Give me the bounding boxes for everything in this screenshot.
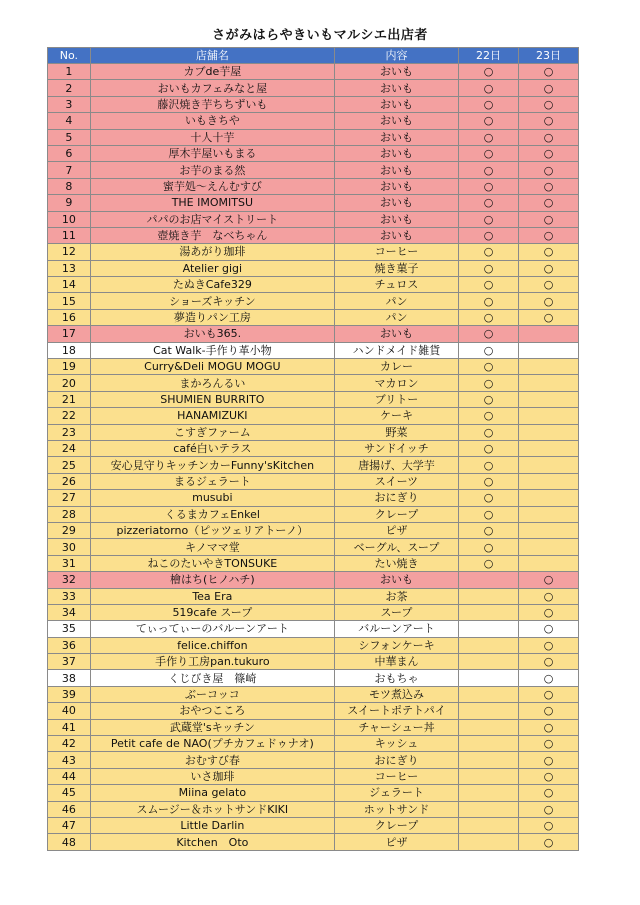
cell-day-23: ○ <box>519 145 579 161</box>
cell-day-23: ○ <box>519 260 579 276</box>
cell-shop-name: Cat Walk-手作り革小物 <box>90 342 334 358</box>
table-row <box>48 522 579 538</box>
cell-no: 31 <box>48 555 91 571</box>
cell-shop-name: musubi <box>90 490 334 506</box>
cell-content: おいも <box>334 145 458 161</box>
cell-day-23 <box>519 342 579 358</box>
cell-day-22: ○ <box>459 178 519 194</box>
table-row <box>48 277 579 293</box>
cell-no: 20 <box>48 375 91 391</box>
cell-no: 16 <box>48 309 91 325</box>
cell-no: 43 <box>48 752 91 768</box>
cell-no: 19 <box>48 359 91 375</box>
cell-content: おいも <box>334 227 458 243</box>
cell-day-22: ○ <box>459 342 519 358</box>
cell-shop-name: いもきちや <box>90 113 334 129</box>
table-row <box>48 490 579 506</box>
cell-day-23: ○ <box>519 686 579 702</box>
cell-shop-name: お芋のまる然 <box>90 162 334 178</box>
table-row <box>48 80 579 96</box>
cell-shop-name: おいも365. <box>90 326 334 342</box>
cell-day-23: ○ <box>519 244 579 260</box>
table-row <box>48 260 579 276</box>
cell-content: おいも <box>334 326 458 342</box>
cell-day-22 <box>459 719 519 735</box>
cell-day-22: ○ <box>459 359 519 375</box>
cell-content: 唐揚げ、大学芋 <box>334 457 458 473</box>
cell-shop-name: 十人十芋 <box>90 129 334 145</box>
cell-shop-name: 蜜芋処～えんむすび <box>90 178 334 194</box>
cell-day-23 <box>519 375 579 391</box>
cell-shop-name: スムージー＆ホットサンドKIKI <box>90 801 334 817</box>
cell-no: 39 <box>48 686 91 702</box>
cell-day-23: ○ <box>519 195 579 211</box>
cell-day-22: ○ <box>459 162 519 178</box>
cell-shop-name: まるジェラート <box>90 473 334 489</box>
table-row <box>48 670 579 686</box>
cell-day-23: ○ <box>519 785 579 801</box>
cell-day-22: ○ <box>459 293 519 309</box>
table-row <box>48 195 579 211</box>
cell-day-23 <box>519 490 579 506</box>
cell-day-22 <box>459 817 519 833</box>
cell-content: クレープ <box>334 506 458 522</box>
cell-shop-name: ショーズキッチン <box>90 293 334 309</box>
cell-content: サンドイッチ <box>334 440 458 456</box>
table-row <box>48 572 579 588</box>
cell-day-22 <box>459 588 519 604</box>
cell-content: ジェラート <box>334 785 458 801</box>
cell-content: チュロス <box>334 277 458 293</box>
cell-no: 10 <box>48 211 91 227</box>
cell-no: 11 <box>48 227 91 243</box>
cell-shop-name: café白いテラス <box>90 440 334 456</box>
cell-no: 47 <box>48 817 91 833</box>
cell-shop-name: キノママ堂 <box>90 539 334 555</box>
cell-day-23 <box>519 457 579 473</box>
cell-no: 41 <box>48 719 91 735</box>
cell-no: 36 <box>48 637 91 653</box>
cell-content: ケーキ <box>334 408 458 424</box>
table-row <box>48 440 579 456</box>
cell-day-23 <box>519 506 579 522</box>
cell-day-23 <box>519 522 579 538</box>
table-row <box>48 211 579 227</box>
cell-shop-name: SHUMIEN BURRITO <box>90 391 334 407</box>
header-day-23: 23日 <box>519 48 579 64</box>
cell-day-22: ○ <box>459 408 519 424</box>
cell-shop-name: Petit cafe de NAO(プチカフェドゥナオ) <box>90 736 334 752</box>
cell-day-23 <box>519 359 579 375</box>
cell-no: 15 <box>48 293 91 309</box>
table-row <box>48 506 579 522</box>
table-row <box>48 326 579 342</box>
cell-shop-name: THE IMOMITSU <box>90 195 334 211</box>
cell-day-22: ○ <box>459 244 519 260</box>
cell-no: 33 <box>48 588 91 604</box>
cell-content: ハンドメイド雑貨 <box>334 342 458 358</box>
cell-shop-name: おむすび春 <box>90 752 334 768</box>
cell-day-23: ○ <box>519 80 579 96</box>
table-row <box>48 293 579 309</box>
cell-no: 27 <box>48 490 91 506</box>
table-row <box>48 96 579 112</box>
cell-day-22: ○ <box>459 227 519 243</box>
cell-shop-name: 湯あがり珈琲 <box>90 244 334 260</box>
cell-day-22 <box>459 621 519 637</box>
cell-day-23: ○ <box>519 277 579 293</box>
cell-no: 13 <box>48 260 91 276</box>
cell-day-23: ○ <box>519 162 579 178</box>
cell-day-22: ○ <box>459 64 519 80</box>
cell-no: 4 <box>48 113 91 129</box>
cell-day-22 <box>459 670 519 686</box>
table-row <box>48 604 579 620</box>
table-row <box>48 637 579 653</box>
cell-day-22 <box>459 572 519 588</box>
table-row <box>48 555 579 571</box>
cell-day-22 <box>459 637 519 653</box>
cell-shop-name: ぶーコッコ <box>90 686 334 702</box>
cell-no: 2 <box>48 80 91 96</box>
cell-day-23: ○ <box>519 227 579 243</box>
table-row <box>48 408 579 424</box>
cell-day-23: ○ <box>519 96 579 112</box>
table-row <box>48 145 579 161</box>
table-row <box>48 801 579 817</box>
cell-day-22: ○ <box>459 309 519 325</box>
cell-no: 22 <box>48 408 91 424</box>
cell-shop-name: Atelier gigi <box>90 260 334 276</box>
cell-day-23: ○ <box>519 752 579 768</box>
header-content: 内容 <box>334 48 458 64</box>
cell-day-23: ○ <box>519 64 579 80</box>
cell-content: ブリトー <box>334 391 458 407</box>
table-row <box>48 686 579 702</box>
cell-day-22 <box>459 604 519 620</box>
cell-content: おいも <box>334 129 458 145</box>
cell-shop-name: まかろんるい <box>90 375 334 391</box>
table-row <box>48 227 579 243</box>
cell-content: おにぎり <box>334 490 458 506</box>
cell-no: 46 <box>48 801 91 817</box>
cell-shop-name: 519cafe スープ <box>90 604 334 620</box>
cell-day-22: ○ <box>459 96 519 112</box>
cell-day-22: ○ <box>459 457 519 473</box>
table-row <box>48 359 579 375</box>
cell-day-23: ○ <box>519 801 579 817</box>
table-row <box>48 768 579 784</box>
cell-no: 35 <box>48 621 91 637</box>
cell-day-22 <box>459 768 519 784</box>
cell-day-23 <box>519 326 579 342</box>
cell-day-22: ○ <box>459 490 519 506</box>
table-row <box>48 309 579 325</box>
cell-content: ベーグル、スープ <box>334 539 458 555</box>
cell-day-23: ○ <box>519 654 579 670</box>
cell-no: 17 <box>48 326 91 342</box>
cell-day-23: ○ <box>519 178 579 194</box>
cell-shop-name: 檜はち(ヒノハチ) <box>90 572 334 588</box>
cell-no: 44 <box>48 768 91 784</box>
cell-no: 5 <box>48 129 91 145</box>
cell-shop-name: 安心見守りキッチンカーFunny'sKitchen <box>90 457 334 473</box>
cell-content: スイートポテトパイ <box>334 703 458 719</box>
table-row <box>48 752 579 768</box>
cell-content: 焼き菓子 <box>334 260 458 276</box>
cell-shop-name: Kitchen Oto <box>90 834 334 850</box>
cell-shop-name: Miina gelato <box>90 785 334 801</box>
cell-day-23: ○ <box>519 309 579 325</box>
cell-day-23: ○ <box>519 129 579 145</box>
cell-day-23: ○ <box>519 211 579 227</box>
cell-day-23 <box>519 424 579 440</box>
cell-content: チャーシュー丼 <box>334 719 458 735</box>
cell-shop-name: pizzeriatorno（ピッツェリアトーノ） <box>90 522 334 538</box>
cell-no: 42 <box>48 736 91 752</box>
cell-no: 6 <box>48 145 91 161</box>
cell-no: 26 <box>48 473 91 489</box>
cell-no: 45 <box>48 785 91 801</box>
cell-content: おいも <box>334 113 458 129</box>
cell-day-23: ○ <box>519 768 579 784</box>
cell-shop-name: てぃってぃーのバルーンアート <box>90 621 334 637</box>
cell-no: 25 <box>48 457 91 473</box>
cell-day-23 <box>519 539 579 555</box>
table-row <box>48 375 579 391</box>
cell-no: 34 <box>48 604 91 620</box>
table-header <box>48 48 579 64</box>
cell-content: おいも <box>334 195 458 211</box>
cell-no: 9 <box>48 195 91 211</box>
cell-shop-name: いさ珈琲 <box>90 768 334 784</box>
cell-day-22 <box>459 752 519 768</box>
page-title: さがみはらやきいもマルシエ出店者 <box>212 28 428 43</box>
table-body <box>48 64 579 851</box>
cell-shop-name: Curry&Deli MOGU MOGU <box>90 359 334 375</box>
cell-day-22: ○ <box>459 80 519 96</box>
cell-day-22: ○ <box>459 326 519 342</box>
table-row <box>48 703 579 719</box>
cell-day-23: ○ <box>519 670 579 686</box>
cell-day-23: ○ <box>519 703 579 719</box>
table-row <box>48 736 579 752</box>
cell-no: 48 <box>48 834 91 850</box>
cell-day-22: ○ <box>459 440 519 456</box>
cell-content: カレー <box>334 359 458 375</box>
cell-content: ピザ <box>334 834 458 850</box>
cell-content: スイーツ <box>334 473 458 489</box>
cell-day-23 <box>519 408 579 424</box>
cell-content: ピザ <box>334 522 458 538</box>
table-row <box>48 178 579 194</box>
cell-content: おもちゃ <box>334 670 458 686</box>
cell-shop-name: くじびき屋 篠崎 <box>90 670 334 686</box>
cell-day-23: ○ <box>519 817 579 833</box>
table-row <box>48 834 579 850</box>
cell-no: 40 <box>48 703 91 719</box>
cell-day-22 <box>459 801 519 817</box>
cell-shop-name: 壺焼き芋 なべちゃん <box>90 227 334 243</box>
cell-day-22 <box>459 785 519 801</box>
cell-day-22: ○ <box>459 391 519 407</box>
cell-content: コーヒー <box>334 768 458 784</box>
cell-shop-name: 厚木芋屋いもまる <box>90 145 334 161</box>
cell-day-22: ○ <box>459 277 519 293</box>
cell-no: 18 <box>48 342 91 358</box>
header-day-22: 22日 <box>459 48 519 64</box>
cell-no: 32 <box>48 572 91 588</box>
cell-shop-name: felice.chiffon <box>90 637 334 653</box>
cell-day-22 <box>459 736 519 752</box>
cell-day-23 <box>519 473 579 489</box>
cell-no: 3 <box>48 96 91 112</box>
cell-shop-name: Tea Era <box>90 588 334 604</box>
table-row <box>48 621 579 637</box>
cell-content: おにぎり <box>334 752 458 768</box>
cell-no: 8 <box>48 178 91 194</box>
cell-no: 29 <box>48 522 91 538</box>
cell-day-23: ○ <box>519 604 579 620</box>
cell-shop-name: たぬきCafe329 <box>90 277 334 293</box>
cell-no: 28 <box>48 506 91 522</box>
cell-day-22 <box>459 703 519 719</box>
cell-content: コーヒー <box>334 244 458 260</box>
cell-content: おいも <box>334 80 458 96</box>
cell-content: おいも <box>334 96 458 112</box>
cell-day-23: ○ <box>519 736 579 752</box>
cell-content: マカロン <box>334 375 458 391</box>
vendor-table <box>47 47 579 851</box>
cell-content: 野菜 <box>334 424 458 440</box>
cell-no: 23 <box>48 424 91 440</box>
cell-day-22: ○ <box>459 113 519 129</box>
cell-day-23 <box>519 555 579 571</box>
cell-day-23 <box>519 440 579 456</box>
table-row <box>48 817 579 833</box>
cell-content: シフォンケーキ <box>334 637 458 653</box>
table-row <box>48 719 579 735</box>
cell-day-22: ○ <box>459 539 519 555</box>
cell-content: モツ煮込み <box>334 686 458 702</box>
header-row <box>48 48 579 64</box>
cell-shop-name: 武蔵堂'sキッチン <box>90 719 334 735</box>
cell-day-22: ○ <box>459 424 519 440</box>
cell-content: スープ <box>334 604 458 620</box>
cell-no: 1 <box>48 64 91 80</box>
cell-no: 7 <box>48 162 91 178</box>
cell-day-22: ○ <box>459 195 519 211</box>
cell-content: パン <box>334 309 458 325</box>
cell-shop-name: ねこのたいやきTONSUKE <box>90 555 334 571</box>
cell-day-22: ○ <box>459 555 519 571</box>
cell-shop-name: おやつこころ <box>90 703 334 719</box>
cell-content: パン <box>334 293 458 309</box>
table-row <box>48 457 579 473</box>
table-row <box>48 391 579 407</box>
cell-shop-name: 手作り工房pan.tukuro <box>90 654 334 670</box>
cell-no: 37 <box>48 654 91 670</box>
cell-day-22 <box>459 686 519 702</box>
cell-day-22: ○ <box>459 473 519 489</box>
cell-shop-name: おいもカフェみなと屋 <box>90 80 334 96</box>
cell-content: お茶 <box>334 588 458 604</box>
cell-day-23: ○ <box>519 113 579 129</box>
cell-day-22: ○ <box>459 129 519 145</box>
cell-no: 24 <box>48 440 91 456</box>
cell-day-22: ○ <box>459 506 519 522</box>
cell-day-23: ○ <box>519 719 579 735</box>
cell-no: 14 <box>48 277 91 293</box>
header-no: No. <box>48 48 91 64</box>
table-row <box>48 342 579 358</box>
table-row <box>48 785 579 801</box>
cell-day-22 <box>459 654 519 670</box>
cell-no: 38 <box>48 670 91 686</box>
cell-no: 21 <box>48 391 91 407</box>
cell-content: クレープ <box>334 817 458 833</box>
table-row <box>48 64 579 80</box>
cell-content: おいも <box>334 64 458 80</box>
cell-shop-name: パパのお店マイストリート <box>90 211 334 227</box>
cell-shop-name: 夢造りパン工房 <box>90 309 334 325</box>
cell-day-23: ○ <box>519 637 579 653</box>
cell-shop-name: くるまカフェEnkel <box>90 506 334 522</box>
cell-shop-name: HANAMIZUKI <box>90 408 334 424</box>
cell-day-22: ○ <box>459 145 519 161</box>
table-row <box>48 424 579 440</box>
cell-shop-name: カブde芋屋 <box>90 64 334 80</box>
cell-day-22: ○ <box>459 375 519 391</box>
cell-content: バルーンアート <box>334 621 458 637</box>
cell-day-22 <box>459 834 519 850</box>
cell-day-22: ○ <box>459 211 519 227</box>
table-row <box>48 162 579 178</box>
cell-no: 12 <box>48 244 91 260</box>
cell-content: おいも <box>334 162 458 178</box>
cell-day-22: ○ <box>459 522 519 538</box>
cell-day-23: ○ <box>519 572 579 588</box>
cell-shop-name: こすぎファーム <box>90 424 334 440</box>
cell-day-23: ○ <box>519 293 579 309</box>
cell-content: キッシュ <box>334 736 458 752</box>
table-row <box>48 588 579 604</box>
table-row <box>48 244 579 260</box>
table-row <box>48 654 579 670</box>
table-row <box>48 129 579 145</box>
table-row <box>48 113 579 129</box>
cell-no: 30 <box>48 539 91 555</box>
cell-day-23: ○ <box>519 588 579 604</box>
cell-day-23 <box>519 391 579 407</box>
cell-shop-name: Little Darlin <box>90 817 334 833</box>
table-row <box>48 473 579 489</box>
cell-content: 中華まん <box>334 654 458 670</box>
cell-shop-name: 藤沢焼き芋ちちずいも <box>90 96 334 112</box>
cell-content: おいも <box>334 178 458 194</box>
cell-content: おいも <box>334 572 458 588</box>
cell-content: たい焼き <box>334 555 458 571</box>
cell-day-23: ○ <box>519 834 579 850</box>
cell-day-23: ○ <box>519 621 579 637</box>
cell-content: ホットサンド <box>334 801 458 817</box>
header-shop-name: 店舗名 <box>90 48 334 64</box>
cell-content: おいも <box>334 211 458 227</box>
table-row <box>48 539 579 555</box>
cell-day-22: ○ <box>459 260 519 276</box>
